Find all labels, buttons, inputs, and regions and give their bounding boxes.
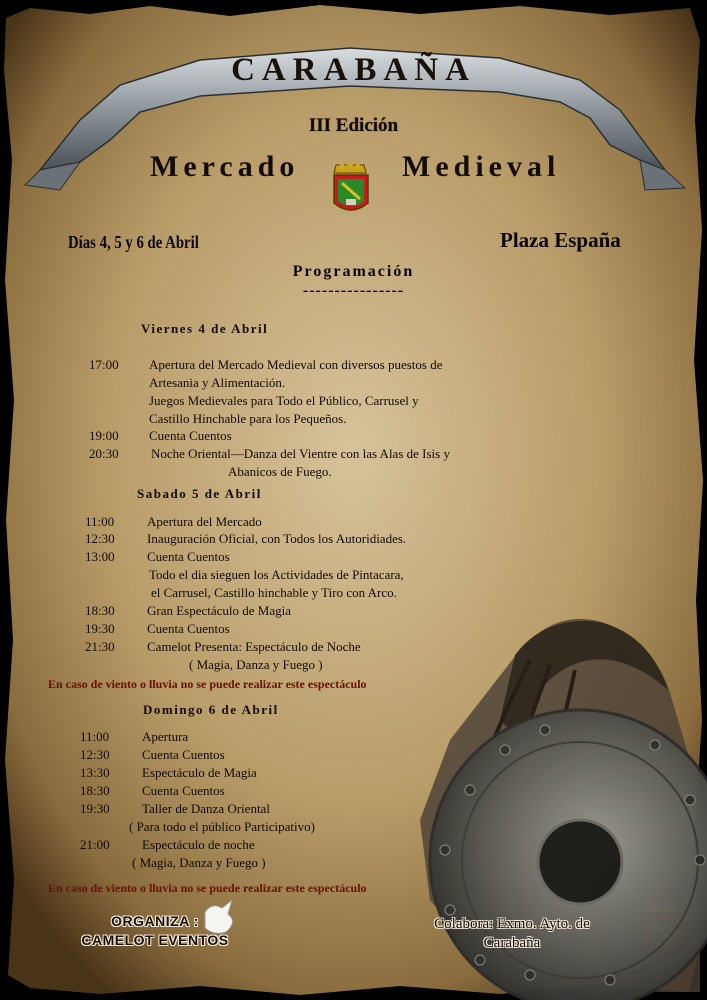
schedule-row <box>80 728 400 745</box>
weather-warning-sunday: En caso de viento o lluvia no se puede realizar este espectáculo <box>48 881 367 895</box>
event-line: Artesania y Alimentación. <box>149 375 286 390</box>
event-line: Noche Oriental—Danza del Vientre con las Alas de Isis y <box>151 446 450 461</box>
event-line: Taller de Danza Oriental <box>142 801 270 816</box>
event-line: ( Para todo el público Participativo) <box>129 819 315 834</box>
event-time: 13:30 <box>80 765 110 780</box>
town-title: CARABAÑA <box>231 52 476 88</box>
schedule-row <box>89 445 529 480</box>
event-time: 19:30 <box>85 621 115 636</box>
organizer-block <box>55 912 255 950</box>
event-line: Espectáculo de noche <box>142 837 255 852</box>
event-line: el Carrusel, Castillo hinchable y Tiro con Arco. <box>151 585 397 600</box>
event-time: 18:30 <box>80 783 110 798</box>
event-line: Apertura del Mercado <box>147 514 262 529</box>
event-line: Juegos Medievales para Todo el Público, Carrusel y <box>149 393 419 408</box>
event-line: Castillo Hinchable para los Pequeños. <box>149 411 347 426</box>
event-time: 20:30 <box>89 446 119 461</box>
event-time: 12:30 <box>80 747 110 762</box>
edition-label: III Edición <box>308 115 399 136</box>
schedule-row <box>89 356 529 426</box>
event-time: 18:30 <box>85 603 115 618</box>
day-heading-sunday: Domingo 6 de Abril <box>143 702 279 717</box>
schedule-row <box>89 427 529 444</box>
event-line: Todo el dia sieguen los Actividades de Pintacara, <box>149 567 404 582</box>
event-title-word1: Mercado <box>150 150 300 183</box>
organizer-label: ORGANIZA : <box>111 913 199 929</box>
coat-of-arms-top <box>334 162 368 210</box>
event-line: Cuenta Cuentos <box>147 621 230 636</box>
event-line: Cuenta Cuentos <box>149 428 232 443</box>
schedule-row <box>80 764 400 781</box>
event-line: Cuenta Cuentos <box>142 783 225 798</box>
schedule-row <box>85 530 505 547</box>
collaborator-line2: Carabaña <box>483 935 541 951</box>
event-line: Cuenta Cuentos <box>142 747 225 762</box>
day-heading-friday: Viernes 4 de Abril <box>141 321 269 336</box>
event-line: Cuenta Cuentos <box>147 549 230 564</box>
event-line: Apertura <box>142 729 189 744</box>
schedule-row <box>85 602 505 619</box>
event-line: Apertura del Mercado Medieval con diversos puestos de <box>149 357 443 372</box>
weather-warning-saturday: En caso de viento o lluvia no se puede realizar este espectáculo <box>48 677 367 691</box>
schedule-row <box>80 782 400 799</box>
event-time: 21:00 <box>80 837 110 852</box>
event-line: ( Magia, Danza y Fuego ) <box>189 657 323 672</box>
schedule-row <box>80 800 400 835</box>
event-line: Inauguración Oficial, con Todos los Autoridiades. <box>147 531 407 546</box>
event-line: Abanicos de Fuego. <box>228 464 332 479</box>
event-time: 17:00 <box>89 357 119 372</box>
event-title-word2: Medieval <box>402 150 561 183</box>
event-line: Espectáculo de Magia <box>142 765 257 780</box>
program-underline: ---------------- <box>302 282 405 299</box>
event-location: Plaza España <box>500 228 621 252</box>
event-time: 19:00 <box>89 428 119 443</box>
schedule-row <box>85 620 505 637</box>
program-title: Programación <box>292 263 415 280</box>
event-time: 12:30 <box>85 531 115 546</box>
schedule-row <box>85 513 505 530</box>
organizer-name: CAMELOT EVENTOS <box>81 932 229 948</box>
event-line: Gran Espectáculo de Magia <box>147 603 292 618</box>
event-line: ( Magia, Danza y Fuego ) <box>132 855 266 870</box>
schedule-row <box>85 638 505 673</box>
schedule-row <box>85 548 505 601</box>
event-time: 11:00 <box>85 514 115 529</box>
day-heading-saturday: Sabado 5 de Abril <box>137 486 262 501</box>
event-time: 11:00 <box>80 729 110 744</box>
event-time: 13:00 <box>85 549 115 564</box>
event-time: 19:30 <box>80 801 110 816</box>
collaborator-block <box>388 915 636 953</box>
event-line: Camelot Presenta: Espectáculo de Noche <box>147 639 361 654</box>
event-time: 21:30 <box>85 639 115 654</box>
schedule-row <box>80 836 400 871</box>
collaborator-line1: Colabora: Exmo. Ayto. de <box>434 916 590 932</box>
schedule-row <box>80 746 400 763</box>
event-dates: Días 4, 5 y 6 de Abril <box>68 232 199 252</box>
